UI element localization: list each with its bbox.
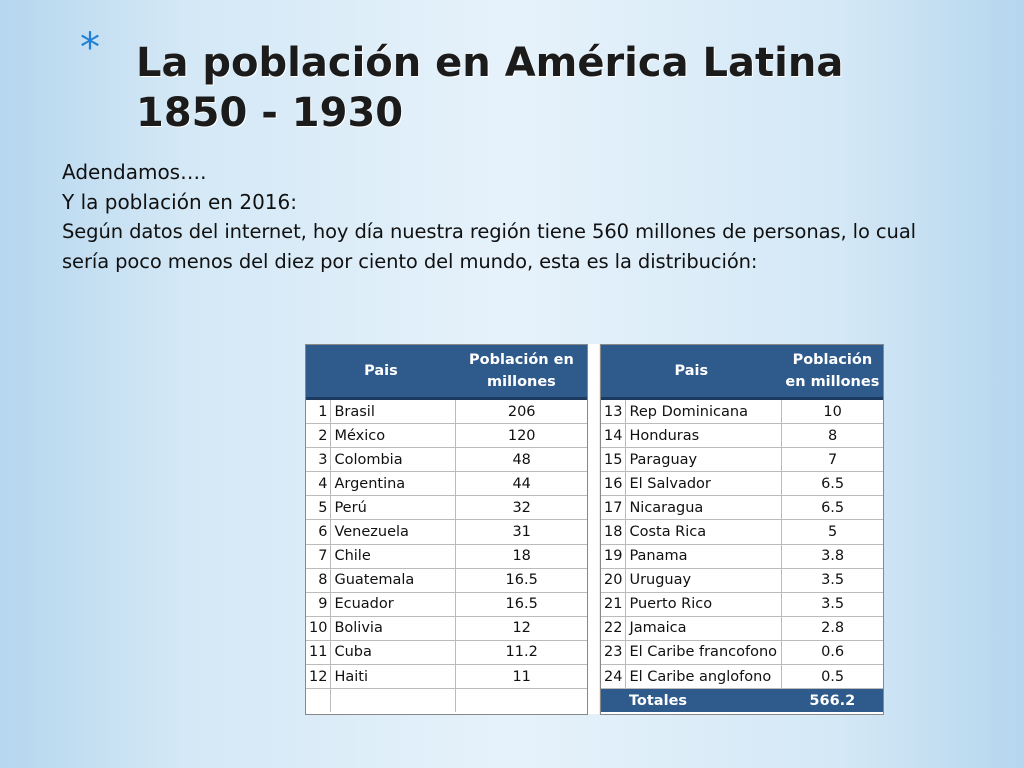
rank-cell: 8 bbox=[306, 568, 331, 592]
table-row bbox=[601, 544, 883, 568]
country-cell: Uruguay bbox=[626, 568, 782, 592]
table-header-row bbox=[601, 345, 883, 399]
rank-cell: 22 bbox=[601, 616, 626, 640]
country-cell: Brasil bbox=[331, 399, 456, 424]
value-cell: 48 bbox=[456, 448, 587, 472]
title-bullet: * bbox=[80, 25, 100, 71]
value-cell: 11 bbox=[456, 665, 587, 689]
empty-cell bbox=[456, 689, 587, 713]
value-cell: 5 bbox=[782, 520, 883, 544]
value-cell: 3.8 bbox=[782, 544, 883, 568]
rank-cell: 2 bbox=[306, 424, 331, 448]
value-cell: 6.5 bbox=[782, 496, 883, 520]
table-row bbox=[306, 520, 587, 544]
table-row bbox=[306, 616, 587, 640]
table-row bbox=[306, 399, 587, 424]
rank-cell: 18 bbox=[601, 520, 626, 544]
country-cell: El Salvador bbox=[626, 472, 782, 496]
table-row bbox=[601, 616, 883, 640]
header-country: Pais bbox=[601, 345, 782, 399]
paragraph-distribution: Según datos del internet, hoy día nuestra región tiene 560 millones de personas, lo cual sería poco menos del diez por ciento del mundo, esta es la distribución: bbox=[62, 220, 916, 273]
country-cell: Colombia bbox=[331, 448, 456, 472]
empty-cell bbox=[331, 689, 456, 713]
table-row bbox=[601, 568, 883, 592]
table-row bbox=[601, 472, 883, 496]
rank-cell: 10 bbox=[306, 616, 331, 640]
rank-cell: 5 bbox=[306, 496, 331, 520]
paragraph-2016: Y la población en 2016: bbox=[62, 190, 297, 214]
rank-cell: 16 bbox=[601, 472, 626, 496]
country-cell: El Caribe anglofono bbox=[626, 665, 782, 689]
value-cell: 16.5 bbox=[456, 592, 587, 616]
header-country: Pais bbox=[306, 345, 456, 399]
header-population: Población en millones bbox=[456, 345, 587, 399]
totals-row bbox=[601, 689, 883, 713]
value-cell: 3.5 bbox=[782, 592, 883, 616]
value-cell: 44 bbox=[456, 472, 587, 496]
table-row bbox=[306, 544, 587, 568]
empty-cell bbox=[306, 689, 331, 713]
country-cell: Panama bbox=[626, 544, 782, 568]
value-cell: 16.5 bbox=[456, 568, 587, 592]
rank-cell: 3 bbox=[306, 448, 331, 472]
country-cell: Argentina bbox=[331, 472, 456, 496]
slide-body bbox=[62, 157, 962, 277]
value-cell: 8 bbox=[782, 424, 883, 448]
country-cell: Chile bbox=[331, 544, 456, 568]
rank-cell: 17 bbox=[601, 496, 626, 520]
population-table-left bbox=[305, 344, 588, 715]
table-row bbox=[306, 424, 587, 448]
rank-cell: 7 bbox=[306, 544, 331, 568]
value-cell: 6.5 bbox=[782, 472, 883, 496]
table-row bbox=[306, 496, 587, 520]
rank-cell: 19 bbox=[601, 544, 626, 568]
table-row bbox=[306, 592, 587, 616]
population-table bbox=[601, 345, 883, 712]
value-cell: 10 bbox=[782, 399, 883, 424]
rank-cell: 14 bbox=[601, 424, 626, 448]
value-cell: 120 bbox=[456, 424, 587, 448]
table-row bbox=[306, 448, 587, 472]
value-cell: 32 bbox=[456, 496, 587, 520]
rank-cell: 6 bbox=[306, 520, 331, 544]
country-cell: Nicaragua bbox=[626, 496, 782, 520]
totals-blank-cell bbox=[601, 689, 626, 713]
table-row bbox=[601, 496, 883, 520]
population-table-right bbox=[600, 344, 884, 715]
country-cell: Guatemala bbox=[331, 568, 456, 592]
country-cell: Rep Dominicana bbox=[626, 399, 782, 424]
rank-cell: 15 bbox=[601, 448, 626, 472]
rank-cell: 13 bbox=[601, 399, 626, 424]
rank-cell: 4 bbox=[306, 472, 331, 496]
country-cell: Venezuela bbox=[331, 520, 456, 544]
table-row bbox=[306, 665, 587, 689]
value-cell: 3.5 bbox=[782, 568, 883, 592]
table-row bbox=[601, 448, 883, 472]
country-cell: Cuba bbox=[331, 640, 456, 664]
country-cell: Jamaica bbox=[626, 616, 782, 640]
value-cell: 7 bbox=[782, 448, 883, 472]
header-population: Población en millones bbox=[782, 345, 883, 399]
totals-value: 566.2 bbox=[782, 689, 883, 713]
table-row bbox=[601, 640, 883, 664]
country-cell: Paraguay bbox=[626, 448, 782, 472]
value-cell: 12 bbox=[456, 616, 587, 640]
rank-cell: 20 bbox=[601, 568, 626, 592]
table-row bbox=[601, 424, 883, 448]
country-cell: Puerto Rico bbox=[626, 592, 782, 616]
table-row bbox=[601, 399, 883, 424]
population-table bbox=[306, 345, 587, 712]
country-cell: Ecuador bbox=[331, 592, 456, 616]
country-cell: El Caribe francofono bbox=[626, 640, 782, 664]
table-row bbox=[306, 640, 587, 664]
table-row bbox=[306, 472, 587, 496]
table-row-empty bbox=[306, 689, 587, 713]
country-cell: México bbox=[331, 424, 456, 448]
rank-cell: 23 bbox=[601, 640, 626, 664]
value-cell: 2.8 bbox=[782, 616, 883, 640]
rank-cell: 21 bbox=[601, 592, 626, 616]
rank-cell: 24 bbox=[601, 665, 626, 689]
table-row bbox=[601, 520, 883, 544]
country-cell: Honduras bbox=[626, 424, 782, 448]
rank-cell: 1 bbox=[306, 399, 331, 424]
rank-cell: 12 bbox=[306, 665, 331, 689]
country-cell: Costa Rica bbox=[626, 520, 782, 544]
value-cell: 206 bbox=[456, 399, 587, 424]
table-row bbox=[601, 592, 883, 616]
table-row bbox=[601, 665, 883, 689]
slide-title: La población en América Latina 1850 - 1930 bbox=[136, 40, 844, 136]
totals-label: Totales bbox=[626, 689, 782, 713]
value-cell: 31 bbox=[456, 520, 587, 544]
table-header-row bbox=[306, 345, 587, 399]
country-cell: Haiti bbox=[331, 665, 456, 689]
value-cell: 11.2 bbox=[456, 640, 587, 664]
rank-cell: 9 bbox=[306, 592, 331, 616]
value-cell: 0.5 bbox=[782, 665, 883, 689]
rank-cell: 11 bbox=[306, 640, 331, 664]
value-cell: 0.6 bbox=[782, 640, 883, 664]
value-cell: 18 bbox=[456, 544, 587, 568]
country-cell: Bolivia bbox=[331, 616, 456, 640]
table-row bbox=[306, 568, 587, 592]
table-gutter bbox=[587, 344, 599, 714]
country-cell: Perú bbox=[331, 496, 456, 520]
paragraph-adendamos: Adendamos…. bbox=[62, 160, 207, 184]
